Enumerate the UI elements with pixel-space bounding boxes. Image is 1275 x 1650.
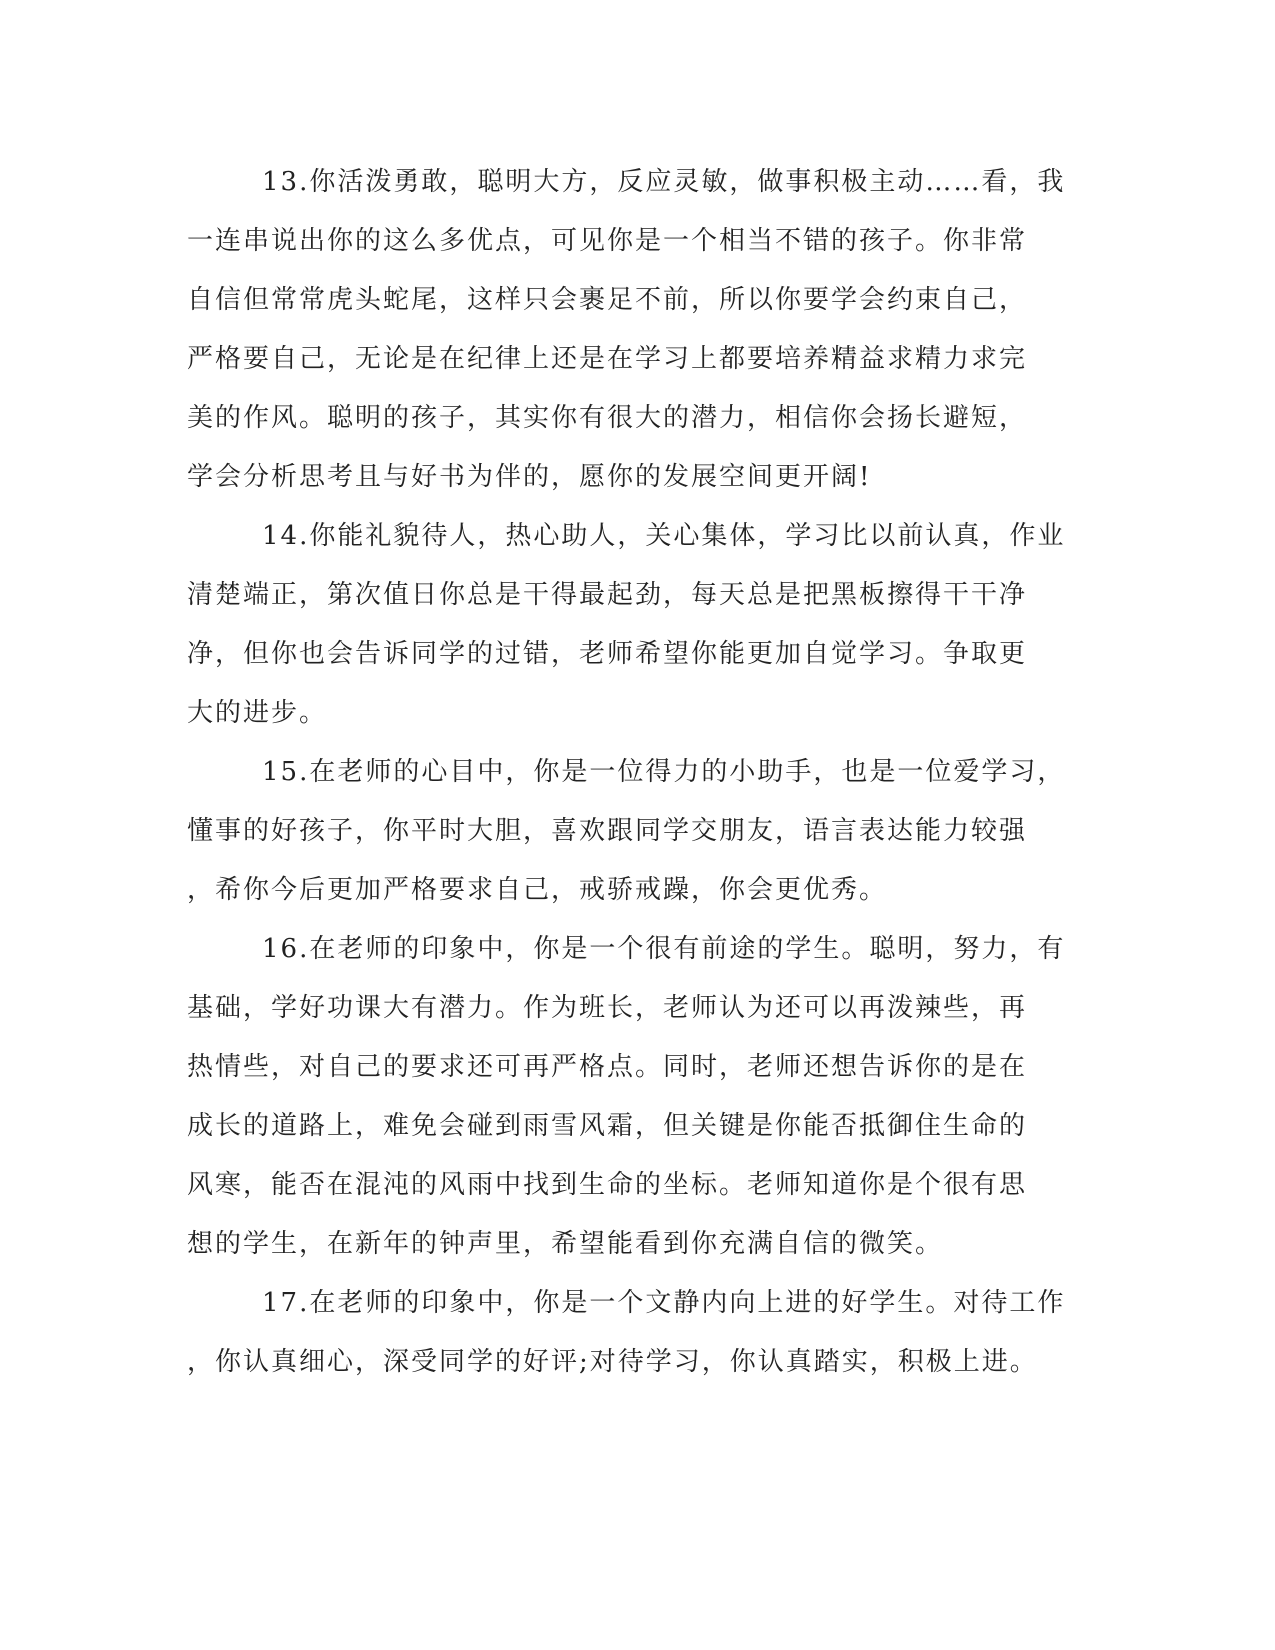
paragraph-14-line-3: 净，但你也会告诉同学的过错，老师希望你能更加自觉学习。争取更 — [187, 639, 1028, 669]
paragraph-14-line-2: 清楚端正，第次值日你总是干得最起劲，每天总是把黑板擦得干干净 — [187, 580, 1028, 610]
paragraph-13-line-3: 自信但常常虎头蛇尾，这样只会裹足不前，所以你要学会约束自己， — [187, 285, 1028, 315]
paragraph-16-line-1: 16.在老师的印象中，你是一个很有前途的学生。聪明，努力，有 — [262, 934, 1066, 964]
paragraph-15-line-2: 懂事的好孩子，你平时大胆，喜欢跟同学交朋友，语言表达能力较强 — [187, 816, 1028, 846]
paragraph-15-line-3: ，希你今后更加严格要求自己，戒骄戒躁，你会更优秀。 — [187, 875, 888, 905]
paragraph-13-line-6: 学会分析思考且与好书为伴的，愿你的发展空间更开阔! — [187, 462, 872, 492]
paragraph-13-line-5: 美的作风。聪明的孩子，其实你有很大的潜力，相信你会扬长避短， — [187, 403, 1028, 433]
paragraph-15-line-1: 15.在老师的心目中，你是一位得力的小助手，也是一位爱学习， — [262, 757, 1066, 787]
paragraph-13-line-4: 严格要自己，无论是在纪律上还是在学习上都要培养精益求精力求完 — [187, 344, 1028, 374]
paragraph-16-line-5: 风寒，能否在混沌的风雨中找到生命的坐标。老师知道你是个很有思 — [187, 1170, 1028, 1200]
paragraph-16-line-4: 成长的道路上，难免会碰到雨雪风霜，但关键是你能否抵御住生命的 — [187, 1111, 1028, 1141]
paragraph-17-line-2: ，你认真细心，深受同学的好评;对待学习，你认真踏实，积极上进。 — [187, 1347, 1038, 1377]
paragraph-17-line-1: 17.在老师的印象中，你是一个文静内向上进的好学生。对待工作 — [262, 1288, 1066, 1318]
paragraph-14-line-1: 14.你能礼貌待人，热心助人，关心集体，学习比以前认真，作业 — [262, 521, 1066, 551]
paragraph-14-line-4: 大的进步。 — [187, 698, 328, 728]
paragraph-13-line-2: 一连串说出你的这么多优点，可见你是一个相当不错的孩子。你非常 — [187, 226, 1028, 256]
paragraph-16-line-2: 基础，学好功课大有潜力。作为班长，老师认为还可以再泼辣些，再 — [187, 993, 1028, 1023]
paragraph-13-line-1: 13.你活泼勇敢，聪明大方，反应灵敏，做事积极主动……看，我 — [262, 167, 1066, 197]
paragraph-16-line-3: 热情些，对自己的要求还可再严格点。同时，老师还想告诉你的是在 — [187, 1052, 1028, 1082]
paragraph-16-line-6: 想的学生，在新年的钟声里，希望能看到你充满自信的微笑。 — [187, 1229, 944, 1259]
